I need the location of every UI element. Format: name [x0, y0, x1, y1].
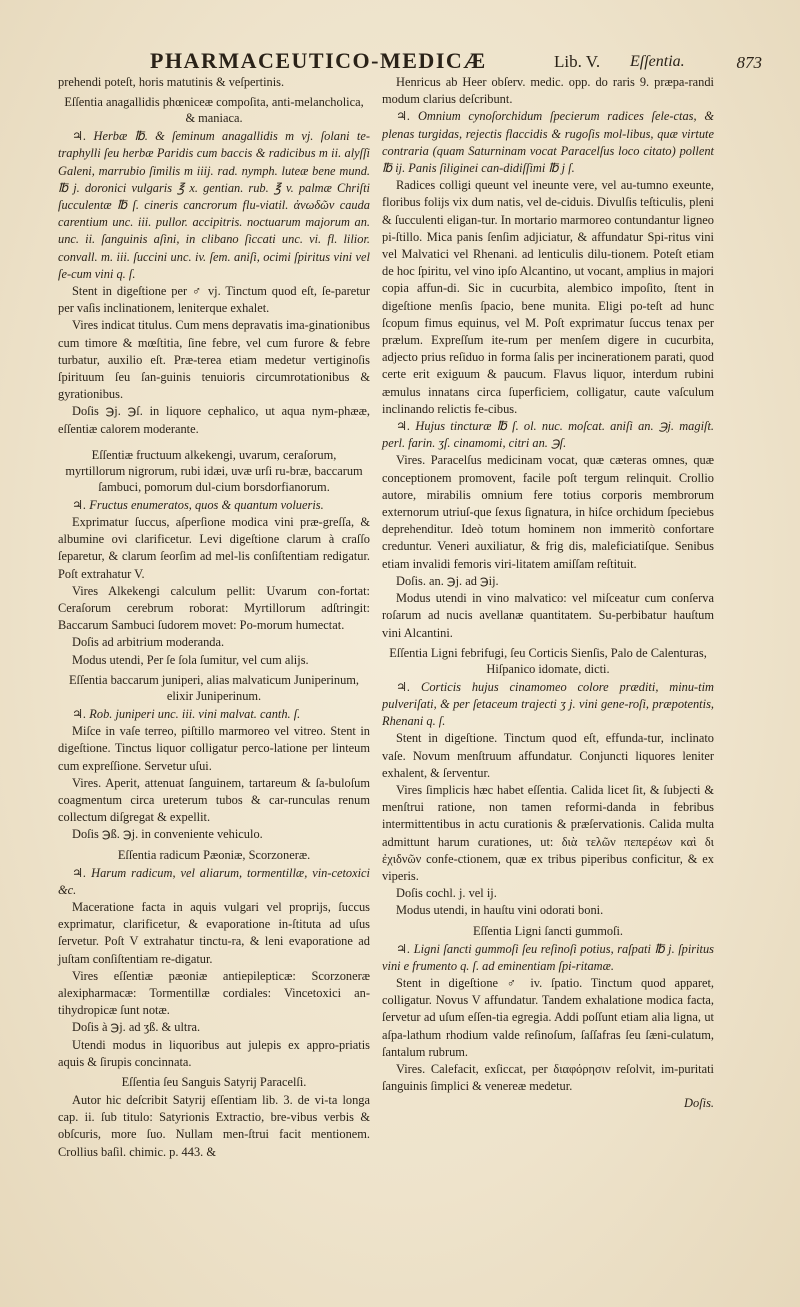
- section-heading: Eſſentiæ fructuum alkekengi, uvarum, ceraſorum, myrtillorum nigrorum, rubi idæi, uvæ urſi ru-bræ, baccarum ſambuci, pomorum dul-cium borsdorfianorum.: [65, 447, 363, 494]
- paragraph: Maceratione facta in aquis vulgari vel proprijs, ſuccus exprimatur, clarificetur, & evaporatione in-ſtituta ad uſus ſervetur. Poſt V extrahatur tinctu-ra, & leni evaporatione ad juſtam conſiſtentiam re-digatur.: [58, 899, 370, 966]
- paragraph: Modus utendi, Per ſe ſola ſumitur, vel cum alijs.: [72, 652, 309, 667]
- paragraph: prehendi poteſt, horis matutinis & veſpertinis.: [58, 75, 285, 89]
- paragraph: Stent in digeſtione per ♂ vj. Tinctum quod eſt, ſe-paretur per vaſis inclinationem, leniterque exhalet.: [58, 284, 370, 316]
- recipe-paragraph: ♃. Herbæ ℔. & ſeminum anagallidis m vj. ſolani te-traphylli ſeu herbæ Paridis cum baccis & radicibus m ii. alyſſi Galeni, marrubio ſimilis m iiij. rad. nymph. luteæ bene mund. ℔ j. doronici vulgaris ℥ x. gentian. rub. ℥ v. palmæ Chriſti ſucculentæ ℔ ſ. cineris cancrorum flu-viatil. ἀνωδῶν cauda carentium unc. iii. pullor. accipitris. noctuarum majorum an. unc. ii. ſanguinis aſini, in clibano ſiccati unc. vi. fl. lilior. convall. m. iii. ſuccini unc. iv. ſem. aniſi, ocimi ſpiritus vini vel ſe-cum vini q. ſ.: [58, 129, 370, 281]
- spacer: [58, 438, 370, 444]
- paragraph: Doſis ℈j. ℈ſ. in liquore cephalico, ut aqua nym-phææ, eſſentiæ calorem moderante.: [58, 404, 370, 436]
- paragraph: Doſis ℈ß. ℈j. in conveniente vehiculo.: [72, 827, 263, 842]
- paragraph: Vires ſimplicis hæc habet eſſentia. Calida licet ſit, & ſubjecti & menſtrui ratione, non tamen reformi-danda in febribus intermittentibus in actu curationis & præſervationis. Calida multa admittunt harum curationes, ut: διὰ τελῶν πεπερέων καὶ δι ἐχιδνῶν confe-ctionem, quæ ex tribus piperibus conficitur, & ex viperis.: [382, 782, 714, 883]
- section-heading: Eſſentia radicum Pæoniæ, Scorzoneræ.: [117, 847, 311, 862]
- section-heading: Eſſentia Ligni ſancti gummoſi.: [472, 923, 624, 938]
- paragraph: Modus utendi, in hauſtu vini odorati boni.: [396, 903, 604, 918]
- section-heading: Eſſentia ſeu Sanguis Satyrij Paracelſi.: [121, 1074, 307, 1089]
- paragraph: Utendi modus in liquoribus aut julepis ex appro-priatis aquis & ſirupis concinnata.: [58, 1037, 370, 1069]
- catchword: Doſis.: [684, 1096, 714, 1111]
- paragraph: Vires Alkekengi calculum pellit: Uvarum con-fortat: Ceraſorum cerebrum roborat: Myrtillorum adſtringit: Baccarum Sambuci ſudorem movet: Po-morum humectat.: [58, 583, 370, 633]
- section-heading: Eſſentia Ligni febrifugi, ſeu Corticis Sienſis, Palo de Calenturas, Hiſpanico idomate, dicti.: [389, 645, 707, 676]
- recipe-paragraph: ♃. Omnium cynoſorchidum ſpecierum radices ſele-ctas, & plenas turgidas, rejectis flaccidis & rugoſis mol-libus, quæ virtute contraria (quam Saturninam vocat Paracelſus loco citato) pollent ℔ ij. Panis ſiliginei can-didiſſimi ℔ j ſ.: [382, 109, 714, 176]
- paragraph: Henricus ab Heer obſerv. medic. opp. do raris 9. præpa-randi modum clarius deſcribunt.: [382, 75, 714, 107]
- paragraph: Modus utendi in vino malvatico: vel miſceatur cum conſerva roſarum ad nucis avellanæ quantitatem. Su-perbibatur hauſtum vini Alcantini.: [382, 591, 714, 640]
- paragraph: Vires indicat titulus. Cum mens depravatis ima-ginationibus cum timore & mœſtitia, ſine febre, vel cum furore & febre turbatur, auxilio eſt. Præ-terea etiam medetur vertiginoſis ſpirituum ſeu ſan-guinis tenuioris circumrotationibus & gyrationibus.: [58, 318, 370, 402]
- book-number: Lib. V.: [554, 52, 601, 71]
- recipe-paragraph: ♃. Corticis hujus cinamomeo colore præditi, minu-tim pulveriſati, & per ſetaceum trajecti ʒ j. vini gene-roſi, præpotentis, Rhenani q. ſ.: [382, 679, 714, 729]
- paragraph: Vires eſſentiæ pæoniæ antiepilepticæ: Scorzoneræ alexipharmacæ: Tormentillæ cordiales: Vincetoxici an-tihydropicæ ſunt notæ.: [58, 968, 370, 1018]
- recipe-paragraph: ♃. Ligni ſancti gummoſi ſeu reſinoſi potius, raſpati ℔ j. ſpiritus vini e frumento q. ſ. ad eminentiam ſpi-ritamæ.: [382, 941, 714, 973]
- paragraph: Miſce in vaſe terreo, piſtillo marmoreo vel vitreo. Stent in digeſtione. Tinctus liquor colligatur perco-latione per linteum cum expreſſione. Servetur uſui.: [58, 724, 370, 773]
- page-number: 873: [736, 53, 762, 72]
- recipe-paragraph: ♃. Fructus enumeratos, quos & quantum volueris.: [72, 497, 324, 512]
- paragraph: Doſis. an. ℈j. ad ℈ij.: [396, 573, 499, 588]
- section-title: Eſſentia.: [630, 53, 685, 70]
- recipe-paragraph: ♃. Hujus tincturæ ℔ ſ. ol. nuc. moſcat. aniſi an. ℈j. magiſt. perl. farin. ʒſ. cinamomi, citri an. ℈ſ.: [382, 419, 714, 451]
- paragraph: Vires. Paracelſus medicinam vocat, quæ cæteras omnes, quæ conceptionem promovent, facile poſt tergum relinquit. Crollio autore, mirabilis omnium fere totius corporis membrorum externorum utriuſ-que ſexus ſignatura, in hiſce orchidum ſpeciebus deprehenditur. Ideò totum hominem non immeritò confortare creduntur. Veneri auxiliatur, & frig dis, maleficiatiſque. Senibus etiam invalidi femoris viri-litatem amiſſam reſtituit.: [382, 453, 714, 571]
- paragraph: Stent in digeſtione. Tinctum quod eſt, effunda-tur, inclinato vaſe. Novum menſtruum affundatur. Conjuncti liquores leniter exhalent, & ſerventur.: [382, 731, 714, 780]
- paragraph: Doſis à ℈j. ad ʒß. & ultra.: [72, 1020, 201, 1035]
- running-header: [70, 48, 772, 74]
- paragraph: Autor hic deſcribit Satyrij eſſentiam lib. 3. de vi-ta longa cap. ii. ſub titulo: Satyrionis Extractio, bre-vibus verbis & obſcuris, more ſuo. Nullam men-ſtrui facit mentionem. Crollius baſil. chimic. p. 443. &: [58, 1092, 370, 1159]
- recipe-paragraph: ♃. Harum radicum, vel aliarum, tormentillæ, vin-cetoxici &c.: [58, 865, 370, 897]
- recipe-paragraph: ♃. Rob. juniperi unc. iii. vini malvat. canth. ſ.: [72, 706, 301, 721]
- left-column: [58, 74, 370, 1161]
- paragraph: Doſis cochl. j. vel ij.: [396, 886, 497, 901]
- paragraph: Exprimatur ſuccus, aſperſione modica vini præ-greſſa, & albumine ovi clarificetur. Levi digeſtione clarum à craſſo ſeparetur, & clarum ſeorſim ad mel-lis conſiſtentiam redigatur. Poſt extrahatur V.: [58, 515, 370, 581]
- section-heading: Eſſentia anagallidis phœniceæ compoſita, anti-melancholica, & maniaca.: [64, 95, 364, 126]
- paragraph: Vires. Calefacit, exſiccat, per διαφόρησιν reſolvit, im-puritati ſanguinis ſimplici & venereæ medetur.: [382, 1061, 714, 1094]
- paragraph: Doſis ad arbitrium moderanda.: [72, 635, 225, 650]
- section-heading: Eſſentia baccarum juniperi, alias malvaticum Juniperinum, elixir Juniperinum.: [68, 672, 360, 703]
- running-title: PHARMACEUTICO-MEDICÆ: [150, 48, 487, 73]
- paragraph: Radices colligi queunt vel ineunte vere, vel au-tumno exeunte, floribus folijs vix dum natis, vel de-ciduis. Divulſis teſticulis, pleni & ſucculenti eligan-tur. In mortario marmoreo contundantur ligneo pi-ſtillo. Mica panis ſenſim adjiciatur, & affundatur Spi-ritus vini vel Malvatici vel Rhenani. ad lenticulis dilu-tionem. Poteſt etiam de hoc ſpiritu, vel vino ipſo Alcantino, ut vocant, amplius in majori copia affun-di. Sic in cucurbita, alembico impoſito, ſtent in digeſtione menſis ſpacio, bene munita. Eligi po-teſt ad hunc ſcopum fimus equinus, vel M. Poſt exprimatur ſuccus tenax per prælum. Expreſſum ite-rum per menſem digere in cucurbita, adjecto prius reſiduo in forma ſalis per incinerationem parati, quod certe erit exiguum & paucum. Flavus liquor, interdum rubini æmulus innatans circa ſuperficiem, colligatur, caute vaſculum inclinando relictis fe-cibus.: [382, 178, 714, 416]
- right-column: [382, 74, 714, 1113]
- paragraph: Vires. Aperit, attenuat ſanguinem, tartareum & ſa-buloſum coagmentum circa ureterum tubos & car-runculas renum collectum diſgregat & expellit.: [58, 775, 370, 825]
- paragraph: Stent in digeſtione ♂ iv. ſpatio. Tinctum quod apparet, colligatur. Novus V affundatur. Tandem exhalatione modica facta, ſervetur ad uſum eſſen-tia egregia. Addi poſſunt etiam alia ligna, ut aſpa-lathum rhodium valde reſinoſum, ſaſſafras ſeu ſæni-culatum, ſantalum rubrum.: [382, 975, 714, 1059]
